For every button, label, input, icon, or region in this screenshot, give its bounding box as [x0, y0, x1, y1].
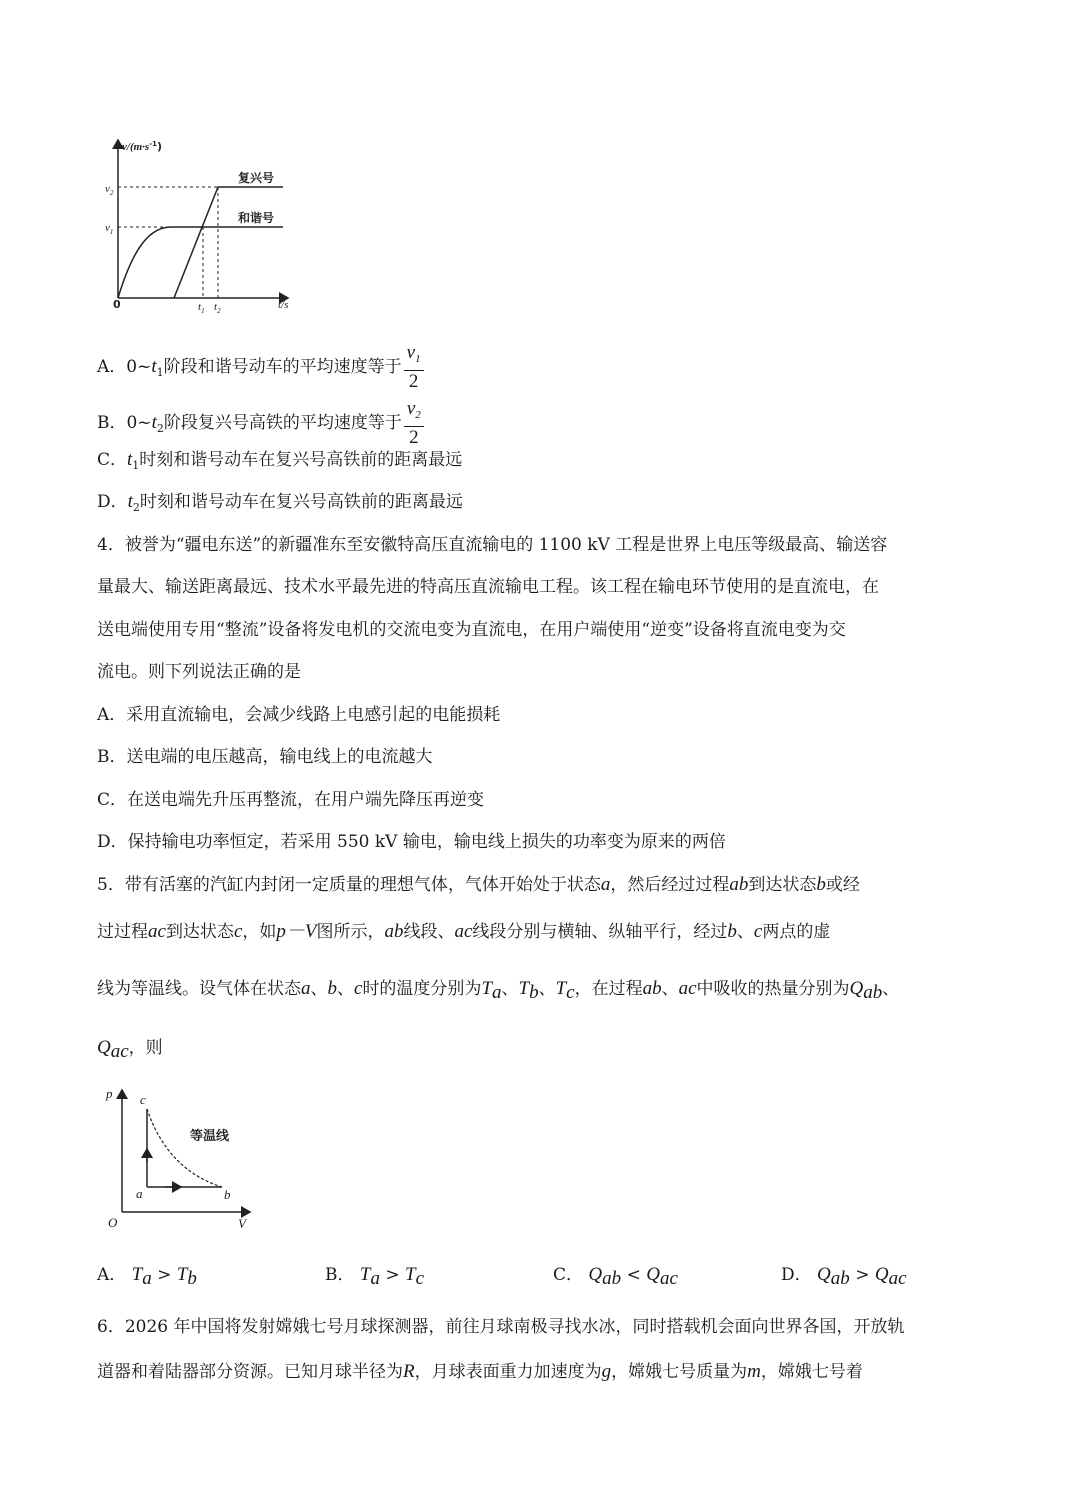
q5-option-a: A． $T_a > T_b$	[97, 1264, 197, 1289]
q6-stem-line2: 道器和着陆器部分资源。已知月球半径为R，月球表面重力加速度为g，嫦娥七号质量为m，嫦娥七号着	[97, 1361, 863, 1382]
pv-point-c: c	[140, 1092, 146, 1107]
q3-option-c: C．$t_1$时刻和谐号动车在复兴号高铁前的距离最远	[97, 449, 463, 472]
vt-v1-label: $v_1$	[105, 222, 114, 236]
q4-option-b: B．送电端的电压越高，输电线上的电流越大	[97, 747, 433, 767]
q4-option-a: A．采用直流输电，会减少线路上电感引起的电能损耗	[97, 705, 501, 725]
fraction-v1-over-2: $\frac{v_1}{2}$	[404, 342, 424, 393]
q4-stem-line4: 流电。则下列说法正确的是	[97, 662, 301, 682]
fraction-v2-over-2: $\frac{v_2}{2}$	[404, 398, 424, 449]
pv-p-label: p	[106, 1086, 113, 1101]
q5-stem-line3: 线为等温线。设气体在状态a、b、c时的温度分别为$T_a$、$T_b$、$T_c$，在过程ab、ac中吸收的热量分别为$Q_{ab}$、	[97, 978, 900, 1003]
q5-stem-line2: 过过程ac到达状态c，如p－V图所示，ab线段、ac线段分别与横轴、纵轴平行，经过b、c两点的虚	[97, 921, 831, 942]
pv-isotherm-label: 等温线	[190, 1129, 230, 1144]
q4-stem-line1: 4．被誉为“疆电东送”的新疆准东至安徽特高压直流输电的 1100 kV 工程是世界上电压等级最高、输送容	[97, 535, 888, 555]
vt-origin: 0	[113, 298, 121, 311]
vt-chart	[96, 130, 306, 315]
q6-stem-line1: 6．2026 年中国将发射嫦娥七号月球探测器，前往月球南极寻找水冰，同时搭载机会面向世界各国，开放轨	[97, 1317, 905, 1337]
vt-v2-label: $v_2$	[105, 183, 114, 197]
q5-stem-line4: $Q_{ac}$，则	[97, 1037, 163, 1062]
pv-isotherm-curve	[147, 1109, 222, 1187]
vt-fuxing-line	[174, 187, 283, 298]
vt-hexie-curve	[118, 227, 283, 298]
q5-option-b: B． $T_a > T_c$	[325, 1264, 425, 1289]
q5-option-d: D． $Q_{ab} > Q_{ac}$	[781, 1264, 907, 1289]
vt-t1-label: $t_1$	[198, 301, 205, 315]
q4-stem-line3: 送电端使用专用“整流”设备将发电机的交流电变为直流电，在用户端使用“逆变”设备将直流电变为交	[97, 620, 846, 640]
pv-v-label: V	[238, 1216, 246, 1231]
vt-hexie-label: 和谐号	[238, 211, 275, 225]
q3-option-a: A．$0\sim t_1$阶段和谐号动车的平均速度等于 $\frac{v_1}{2}$	[97, 342, 424, 393]
pv-point-a: a	[136, 1186, 143, 1201]
q4-option-d: D．保持输电功率恒定，若采用 550 kV 输电，输电线上损失的功率变为原来的两倍	[97, 832, 726, 852]
q5-stem-line1: 5．带有活塞的汽缸内封闭一定质量的理想气体，气体开始处于状态a，然后经过过程ab到达状态b或经	[97, 874, 860, 895]
q3-option-d: D．$t_2$时刻和谐号动车在复兴号高铁前的距离最远	[97, 491, 463, 514]
q4-option-c: C．在送电端先升压再整流，在用户端先降压再逆变	[97, 790, 485, 810]
q3-option-b: B．$0\sim t_2$阶段复兴号高铁的平均速度等于 $\frac{v_2}{2}$	[97, 398, 424, 449]
q4-stem-line2: 量最大、输送距离最远、技术水平最先进的特高压直流输电工程。该工程在输电环节使用的是直流电，在	[97, 577, 879, 597]
q5-option-c: C． $Q_{ab} < Q_{ac}$	[553, 1264, 678, 1289]
vt-y-label: $v/(m\cdot s^{-1})$	[122, 140, 163, 153]
pv-point-b: b	[224, 1187, 231, 1202]
vt-t2-label: $t_2$	[214, 301, 221, 315]
vt-x-label: t/s	[278, 299, 289, 311]
pv-origin: O	[108, 1215, 118, 1230]
vt-fuxing-label: 复兴号	[238, 171, 275, 185]
pv-chart	[100, 1082, 260, 1232]
